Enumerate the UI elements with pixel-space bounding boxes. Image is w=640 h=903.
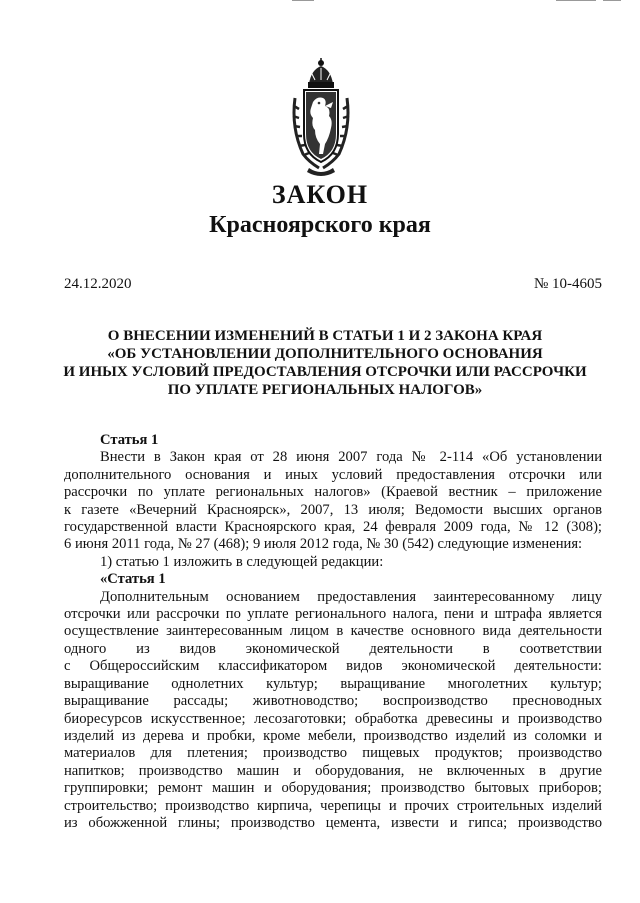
paragraph-line: рассрочки по уплате региональных налогов» (Краевой вестник – приложение (64, 484, 602, 501)
paragraph-line: группировки; ремонт машин и оборудования; производство бытовых приборов; (64, 780, 602, 797)
paragraph-line: выращивание однолетних культур; выращивание многолетних культур; (64, 675, 602, 692)
paragraph-line: из обожженной глины; производство цемента, извести и гипса; производство (64, 814, 602, 831)
paragraph-line: государственной власти Красноярского края, 24 февраля 2009 года, № 12 (308); (64, 519, 602, 536)
paragraph-line: к газете «Вечерний Красноярск», 2007, 13 июля; Ведомости высших органов (64, 501, 602, 518)
law-heading (40, 327, 610, 399)
document-date: 24.12.2020 (64, 276, 132, 292)
paragraph-line: одного из видов экономической деятельности в соответствии (64, 640, 602, 657)
scan-artifact (292, 0, 314, 1)
document-title: ЗАКОН (271, 180, 369, 209)
paragraph-line: изделий из дерева и пробки, кроме мебели, производство изделий из соломки и (64, 727, 602, 744)
document-body (64, 432, 602, 832)
paragraph-line: напитков; производство машин и оборудования, не включенных в другие (64, 762, 602, 779)
paragraph-line: выращивание рассады; животноводство; воспроизводство пресноводных (64, 693, 602, 710)
paragraph-line: с Общероссийским классификатором видов экономической деятельности: (64, 658, 602, 675)
paragraph-line: 6 июня 2011 года, № 27 (468); 9 июля 2012 года, № 30 (542) следующие изменения: (64, 536, 583, 553)
coat-of-arms-icon (289, 58, 353, 180)
document-number: № 10-4605 (533, 276, 602, 292)
scan-artifact (556, 0, 596, 1)
heading-line: О ВНЕСЕНИИ ИЗМЕНЕНИЙ В СТАТЬИ 1 И 2 ЗАКОНА КРАЯ (107, 328, 543, 344)
paragraph-line: дополнительного основания и иных условий предоставления отсрочки или (64, 466, 602, 483)
paragraph-line: материалов для плетения; производство пищевых продуктов; производство (64, 745, 602, 762)
paragraph-line: биоресурсов искусственное; лесозаготовки; обработка древесины и производство (64, 710, 602, 727)
paragraph-line: Дополнительным основанием предоставления заинтересованному лицу (100, 588, 602, 605)
paragraph-line: осуществление заинтересованным лицом в качестве основного вида деятельности (64, 623, 602, 640)
paragraph-line: строительство; производство кирпича, черепицы и прочих строительных изделий (64, 797, 602, 814)
heading-line: И ИНЫХ УСЛОВИЙ ПРЕДОСТАВЛЕНИЯ ОТСРОЧКИ ИЛИ РАССРОЧКИ (63, 364, 587, 380)
scan-artifact (603, 0, 621, 1)
article-heading: Статья 1 (100, 432, 159, 448)
document-subtitle: Красноярского края (209, 212, 431, 238)
quoted-article-heading: «Статья 1 (100, 571, 166, 588)
paragraph-line: 1) статью 1 изложить в следующей редакции: (100, 553, 384, 570)
paragraph-line: Внести в Закон края от 28 июня 2007 года № 2-114 «Об установлении (100, 449, 602, 466)
heading-line: ПО УПЛАТЕ РЕГИОНАЛЬНЫХ НАЛОГОВ» (167, 382, 483, 398)
heading-line: «ОБ УСТАНОВЛЕНИИ ДОПОЛНИТЕЛЬНОГО ОСНОВАНИЯ (107, 346, 543, 362)
paragraph-line: отсрочки или рассрочки по уплате регионального налога, пени и штрафа является (64, 606, 602, 623)
